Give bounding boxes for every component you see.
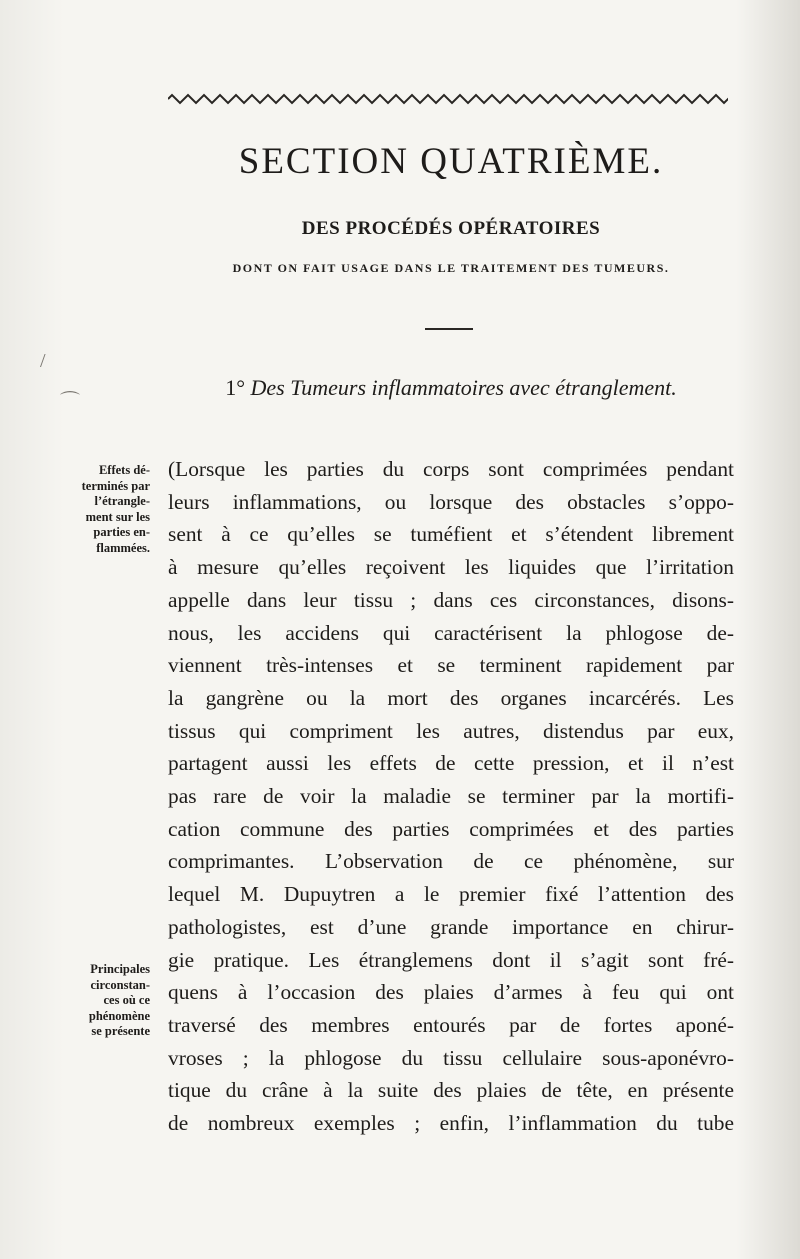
title-rule [425, 328, 473, 330]
side-note-line: Effets dé- [98, 463, 150, 477]
chapter-heading [168, 375, 734, 401]
body-line: cation commune des parties comprimées et des parties [168, 816, 734, 841]
ornamental-border [168, 92, 728, 106]
body-line: viennent très-intenses et se terminent rapidement par [168, 653, 734, 678]
side-note-line: terminés par [81, 478, 150, 493]
body-line: pas rare de voir la maladie se terminer par la mortifi- [168, 784, 734, 809]
body-line: sent à ce qu’elles se tuméfient et s’étendent librement [168, 522, 734, 547]
side-note-line: ment sur les [85, 509, 150, 524]
body-line: leurs inflammations, ou lorsque des obstacles s’oppo- [168, 489, 734, 514]
section-title: SECTION QUATRIÈME. [238, 141, 664, 182]
side-note-line: l’étrangle- [94, 494, 150, 508]
subtitle: DES PROCÉDÉS OPÉRATOIRES [301, 218, 601, 239]
body-line: à mesure qu’elles reçoivent les liquides que l’irritation [168, 555, 734, 580]
body-line: appelle dans leur tissu ; dans ces circonstances, disons- [168, 587, 734, 612]
body-line: vroses ; la phlogose du tissu cellulaire sous-aponévro- [168, 1045, 734, 1070]
side-note-circonstances [64, 962, 150, 1040]
body-text [168, 453, 734, 1140]
heading-number: 1° [225, 375, 245, 400]
body-line: de nombreux exemples ; enfin, l’inflammation du tube [168, 1111, 734, 1136]
body-line: (Lorsque les parties du corps sont comprimées pendant [168, 457, 734, 481]
body-line: tissus qui compriment les autres, distendus par eux, [168, 718, 734, 743]
subsubtitle: DONT ON FAIT USAGE DANS LE TRAITEMENT DES TUMEURS. [232, 261, 670, 275]
heading-text: Des Tumeurs inflammatoires avec étranglement. [250, 375, 677, 400]
body-line: quens à l’occasion des plaies d’armes à feu qui ont [168, 980, 734, 1005]
margin-mark: ⌒ [60, 391, 80, 413]
side-note-line: parties en- [93, 525, 150, 539]
side-note-line: circonstan- [90, 977, 150, 992]
body-line: tique du crâne à la suite des plaies de tête, en présente [168, 1078, 734, 1103]
body-line: comprimantes. L’observation de ce phénomène, sur [168, 849, 734, 874]
body-line: traversé des membres entourés par de fortes aponé- [168, 1012, 734, 1037]
body-line: partagent aussi les effets de cette pression, et il n’est [168, 751, 734, 776]
body-line: la gangrène ou la mort des organes incarcérés. Les [168, 685, 734, 710]
side-note-line: flammées. [96, 540, 150, 555]
side-note-line: se présente [91, 1024, 150, 1038]
body-line: gie pratique. Les étranglemens dont il s’agit sont fré- [168, 947, 734, 972]
side-note-effets [64, 463, 150, 556]
body-line: nous, les accidens qui caractérisent la phlogose de- [168, 620, 734, 645]
body-line: pathologistes, est d’une grande importance en chirur- [168, 914, 734, 939]
body-line: lequel M. Dupuytren a le premier fixé l’attention des [168, 882, 734, 907]
margin-mark: / [40, 350, 46, 372]
side-note-line: phénomène [88, 1008, 150, 1023]
side-note-line: ces où ce [103, 993, 150, 1007]
side-note-line: Principales [90, 962, 150, 976]
